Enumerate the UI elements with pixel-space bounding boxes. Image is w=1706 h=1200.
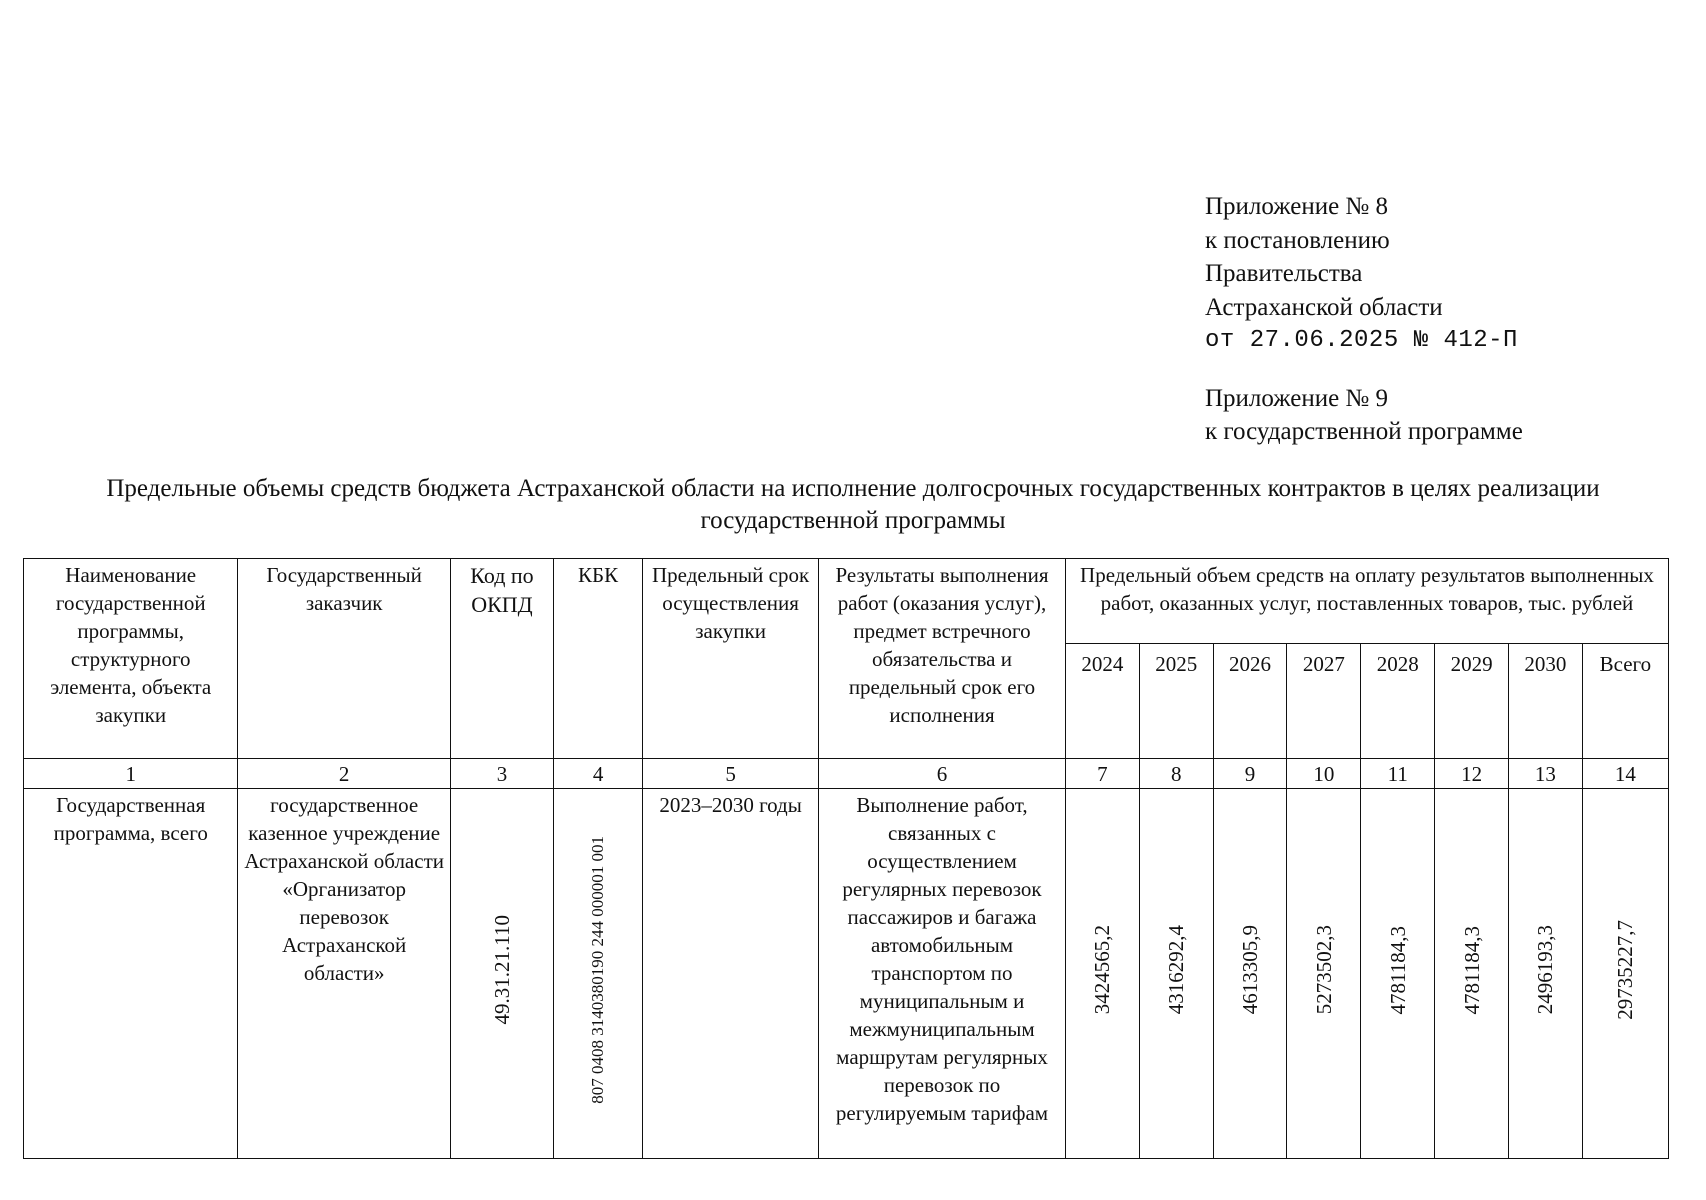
header-customer: Государственный заказчик	[238, 559, 450, 759]
column-number: 4	[554, 759, 643, 789]
amount-2029: 4781184,3	[1459, 925, 1484, 1015]
to-program-label: к государственной программе	[1205, 418, 1523, 445]
amount-total-cell	[1582, 789, 1668, 1159]
header-kbk: КБК	[554, 559, 643, 759]
header-year-2030: 2030	[1508, 644, 1582, 759]
header-row	[24, 559, 1669, 644]
column-number: 10	[1287, 759, 1361, 789]
header-total: Всего	[1582, 644, 1668, 759]
amount-2024-cell	[1065, 789, 1139, 1159]
customer-cell: государственное казенное учреждение Астраханской области «Организатор перевозок Астраханской области»	[238, 789, 450, 1159]
column-number: 1	[24, 759, 238, 789]
column-number: 6	[819, 759, 1066, 789]
amount-2027-cell	[1287, 789, 1361, 1159]
document-title: Предельные объемы средств бюджета Астраханской области на исполнение долгосрочных государственных контрактов в целях реализации государственной программы	[106, 475, 1600, 534]
term-cell: 2023–2030 годы	[643, 789, 819, 1159]
table-row	[24, 789, 1669, 1159]
column-number: 11	[1361, 759, 1435, 789]
header-year-2026: 2026	[1213, 644, 1287, 759]
header-year-2028: 2028	[1361, 644, 1435, 759]
header-term: Предельный срок осуществления закупки	[643, 559, 819, 759]
region-label: Астраханской области	[1205, 293, 1443, 321]
header-name: Наименование государственной программы, структурного элемента, объекта закупки	[24, 559, 238, 759]
results-cell: Выполнение работ, связанных с осуществлением регулярных перевозок пассажиров и багажа автомобильным транспортом по муниципальным и межмуниципальным маршрутам регулярных перевозок по регулируемым тарифам	[819, 789, 1066, 1159]
amount-total: 29735227,7	[1613, 920, 1638, 1020]
program-name-cell: Государственная программа, всего	[24, 789, 238, 1159]
appendix-9-label: Приложение № 9	[1205, 384, 1389, 412]
kbk-cell	[554, 789, 643, 1159]
column-number: 7	[1065, 759, 1139, 789]
column-number-row	[24, 759, 1669, 789]
to-resolution-label: к постановлению	[1205, 226, 1390, 254]
okpd-cell	[450, 789, 553, 1159]
header-limit: Предельный объем средств на оплату результатов выполненных работ, оказанных услуг, поставленных товаров, тыс. рублей	[1065, 559, 1668, 644]
column-number: 12	[1435, 759, 1509, 789]
amount-2029-cell	[1435, 789, 1509, 1159]
okpd-code: 49.31.21.110	[489, 915, 514, 1025]
amount-2026: 4613305,9	[1238, 925, 1263, 1015]
amount-2026-cell	[1213, 789, 1287, 1159]
appendix-header	[1205, 190, 1523, 449]
header-okpd: Код по ОКПД	[450, 559, 553, 759]
amount-2025-cell	[1139, 789, 1213, 1159]
amount-2030-cell	[1508, 789, 1582, 1159]
kbk-code: 807 0408 3140380190 244 000001 001	[588, 836, 608, 1104]
government-label: Правительства	[1205, 260, 1363, 287]
column-number: 5	[643, 759, 819, 789]
column-number: 13	[1508, 759, 1582, 789]
header-year-2025: 2025	[1139, 644, 1213, 759]
header-results: Результаты выполнения работ (оказания услуг), предмет встречного обязательства и предельный срок его исполнения	[819, 559, 1066, 759]
amount-2025: 4316292,4	[1164, 925, 1189, 1015]
header-year-2027: 2027	[1287, 644, 1361, 759]
header-year-2024: 2024	[1065, 644, 1139, 759]
column-number: 14	[1582, 759, 1668, 789]
resolution-date-number: от 27.06.2025 № 412-П	[1205, 327, 1518, 354]
amount-2027: 5273502,3	[1311, 925, 1336, 1015]
header-year-2029: 2029	[1435, 644, 1509, 759]
appendix-8-label: Приложение № 8	[1205, 193, 1389, 220]
amount-2030: 2496193,3	[1533, 925, 1558, 1015]
column-number: 3	[450, 759, 553, 789]
amount-2028: 4781184,3	[1385, 925, 1410, 1015]
budget-limits-table	[23, 558, 1669, 1159]
amount-2024: 3424565,2	[1090, 925, 1115, 1015]
column-number: 9	[1213, 759, 1287, 789]
amount-2028-cell	[1361, 789, 1435, 1159]
column-number: 8	[1139, 759, 1213, 789]
column-number: 2	[238, 759, 450, 789]
